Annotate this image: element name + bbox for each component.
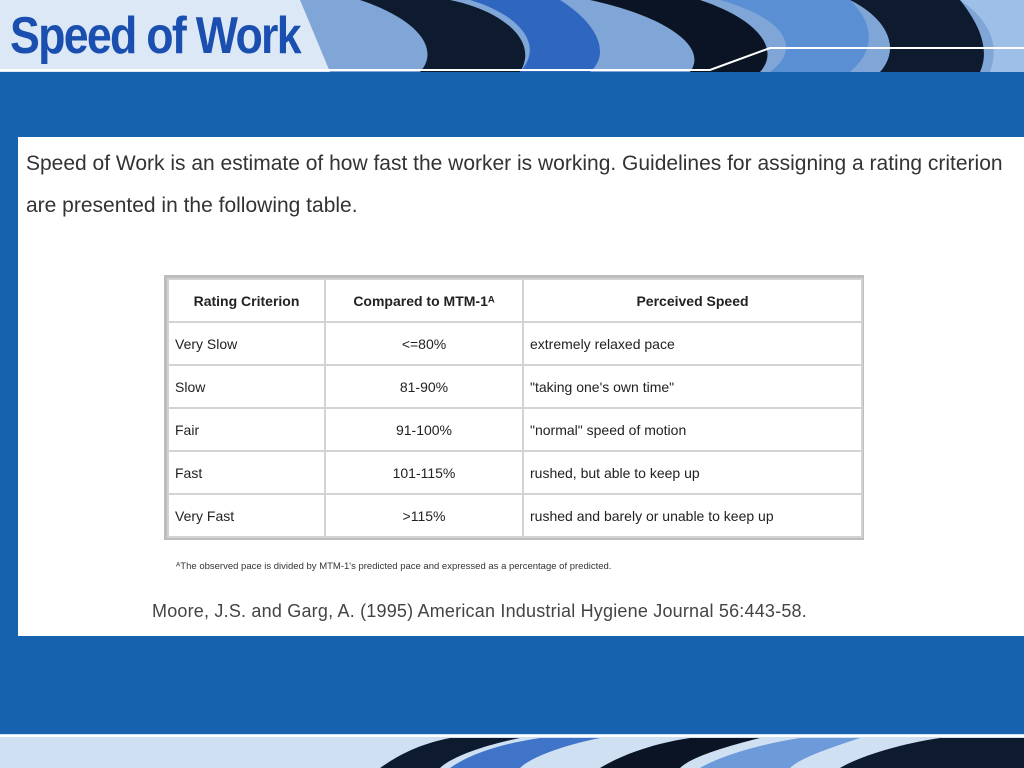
bottom-banner <box>0 734 1024 768</box>
cell-criterion: Very Slow <box>168 322 325 365</box>
cell-compared: <=80% <box>325 322 523 365</box>
table-row <box>168 365 862 408</box>
cell-perceived: rushed, but able to keep up <box>523 451 862 494</box>
table-row <box>168 494 862 537</box>
intro-text: Speed of Work is an estimate of how fast the worker is working. Guidelines for assigning a rating criterion are presented in the following table. <box>26 152 1003 217</box>
table-row <box>168 322 862 365</box>
table-row <box>168 451 862 494</box>
header-rating-criterion: Rating Criterion <box>168 279 325 322</box>
table-footnote: ᴬThe observed pace is divided by MTM-1's predicted pace and expressed as a percentage of predicted. <box>176 561 612 572</box>
top-banner <box>0 0 1024 72</box>
table-header-row <box>168 279 862 322</box>
rating-table-frame <box>164 275 864 540</box>
table-row <box>168 408 862 451</box>
header-perceived-speed: Perceived Speed <box>523 279 862 322</box>
cell-criterion: Very Fast <box>168 494 325 537</box>
header-compared-mtm: Compared to MTM-1ᴬ <box>325 279 523 322</box>
cell-perceived: "taking one's own time" <box>523 365 862 408</box>
cell-compared: 81-90% <box>325 365 523 408</box>
bottom-banner-decoration <box>0 734 1024 768</box>
cell-perceived: extremely relaxed pace <box>523 322 862 365</box>
cell-compared: >115% <box>325 494 523 537</box>
rating-table <box>167 278 863 538</box>
cell-compared: 91-100% <box>325 408 523 451</box>
content-panel <box>18 137 1024 636</box>
cell-criterion: Slow <box>168 365 325 408</box>
cell-perceived: rushed and barely or unable to keep up <box>523 494 862 537</box>
cell-criterion: Fair <box>168 408 325 451</box>
cell-criterion: Fast <box>168 451 325 494</box>
citation: Moore, J.S. and Garg, A. (1995) American Industrial Hygiene Journal 56:443-58. <box>152 601 807 621</box>
cell-perceived: "normal" speed of motion <box>523 408 862 451</box>
cell-compared: 101-115% <box>325 451 523 494</box>
slide-title: Speed of Work <box>10 7 300 65</box>
